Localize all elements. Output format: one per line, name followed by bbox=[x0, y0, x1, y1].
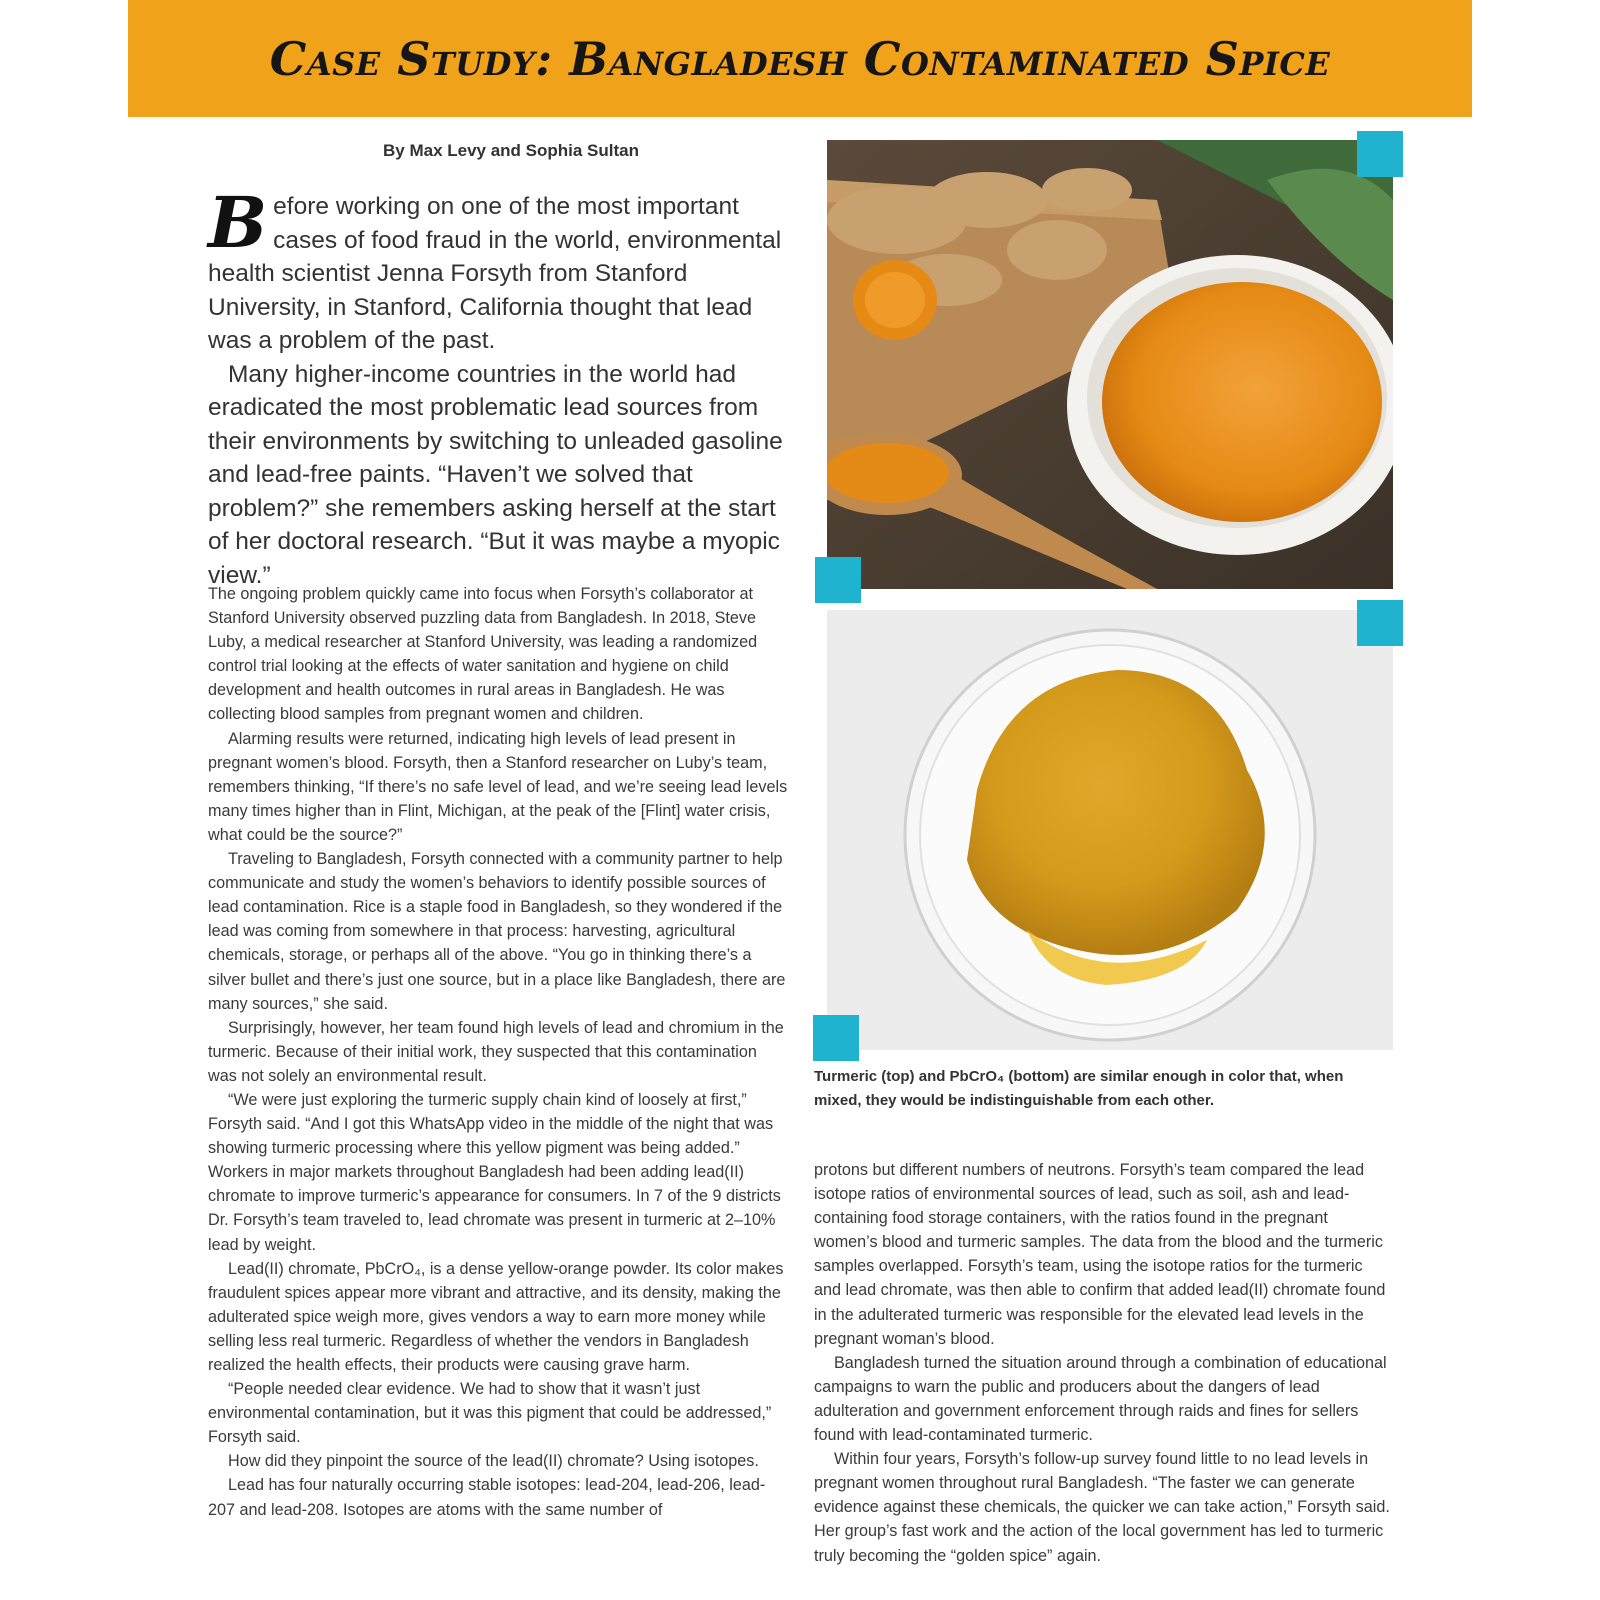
body-paragraph: The ongoing problem quickly came into focus when Forsyth’s collaborator at Stanford University observed puzzling data from Bangladesh. In 2018, Steve Luby, a medical researcher at Stanford University, was leading a randomized control trial looking at the effects of water sanitation and hygiene on child development and health outcomes in rural areas in Bangladesh. He was collecting blood samples from pregnant women and children. bbox=[208, 585, 758, 724]
accent-tab bbox=[1357, 600, 1403, 646]
body-paragraph: “People needed clear evidence. We had to show that it wasn’t just environmental contamination, but it was this pigment that could be addressed,” Forsyth said. bbox=[208, 1380, 772, 1447]
body-paragraph: Lead has four naturally occurring stable isotopes: lead-204, lead-206, lead-207 and lead-208. Isotopes are atoms with the same number of bbox=[208, 1476, 766, 1519]
byline: By Max Levy and Sophia Sultan bbox=[383, 141, 640, 160]
turmeric-illustration bbox=[827, 140, 1393, 589]
body-paragraph: Traveling to Bangladesh, Forsyth connected with a community partner to help communicate and study the women’s behaviors to identify possible sources of lead contamination. Rice is a staple food in Bangladesh, so they wondered if the lead was coming from somewhere in that process: harvesting, agricultural chemicals, storage, or perhaps all of the above. “You go in thinking there’s a silver bullet and there’s just one source, but in a place like Bangladesh, there are many sources,” she said. bbox=[208, 850, 786, 1013]
accent-tab bbox=[1357, 131, 1403, 177]
body-paragraph: Bangladesh turned the situation around through a combination of educational campaigns to warn the public and producers about the dangers of lead adulteration and government enforcement through raids and fines for sellers found with lead-contaminated turmeric. bbox=[814, 1353, 1387, 1445]
body-paragraph: Surprisingly, however, her team found high levels of lead and chromium in the turmeric. Because of their initial work, they suspected that this contamination was not solely an environmental result. bbox=[208, 1018, 784, 1085]
body-paragraph: How did they pinpoint the source of the lead(II) chromate? Using isotopes. bbox=[228, 1452, 759, 1471]
lead-paragraphs bbox=[208, 181, 788, 592]
body-column-right bbox=[814, 1158, 1394, 1568]
lead-chromate-illustration bbox=[827, 610, 1393, 1050]
lead-chromate-photo bbox=[827, 610, 1393, 1050]
title-banner bbox=[128, 0, 1472, 117]
accent-tab bbox=[813, 1015, 859, 1061]
body-paragraph: protons but different numbers of neutrons. Forsyth’s team compared the lead isotope ratios of environmental sources of lead, such as soil, ash and lead-containing food storage containers, with the ratios found in the pregnant women’s blood and turmeric samples. The data from the blood and the turmeric samples overlapped. Forsyth’s team, using the isotope ratios for the turmeric and lead chromate, was then able to confirm that added lead(II) chromate found in the adulterated turmeric was responsible for the elevated lead levels in the pregnant woman’s blood. bbox=[814, 1161, 1386, 1348]
body-paragraph: Lead(II) chromate, PbCrO₄, is a dense yellow-orange powder. Its color makes fraudulent spices appear more vibrant and attractive, and its density, making the adulterated spice weigh more, gives vendors a way to earn more money while selling less real turmeric. Regardless of whether the vendors in Bangladesh realized the health effects, their products were causing grave harm. bbox=[208, 1259, 784, 1374]
body-paragraph: Within four years, Forsyth’s follow-up survey found little to no lead levels in pregnant women throughout rural Bangladesh. “The faster we can generate evidence against these chemicals, the quicker we can take action,” Forsyth said. Her group’s fast work and the action of the local government has led to turmeric truly becoming the “golden spice” again. bbox=[814, 1450, 1390, 1565]
accent-tab bbox=[815, 557, 861, 603]
body-paragraph: Alarming results were returned, indicating high levels of lead present in pregnant women’s blood. Forsyth, then a Stanford researcher on Luby’s team, remembers thinking, “If there’s no safe level of lead, and we’re seeing lead levels many times higher than in Flint, Michigan, at the peak of the [Flint] water crisis, what could be the source?” bbox=[208, 729, 788, 844]
body-column-left bbox=[208, 582, 788, 1522]
page-title: Case Study: Bangladesh Contaminated Spice bbox=[269, 31, 1331, 86]
lead-paragraph-2: Many higher-income countries in the world had eradicated the most problematic lead sources from their environments by switching to unleaded gasoline and lead-free paints. “Haven’t we solved that problem?” she remembers asking herself at the start of her doctoral research. “But it was maybe a myopic view.” bbox=[208, 360, 783, 589]
turmeric-photo bbox=[827, 140, 1393, 589]
drop-cap: B bbox=[208, 181, 268, 264]
body-paragraph: “We were just exploring the turmeric supply chain kind of loosely at first,” Forsyth said. “And I got this WhatsApp video in the middle of the night that was showing turmeric processing where this yellow pigment was being added.” Workers in major markets throughout Bangladesh had been adding lead(II) chromate to improve turmeric’s appearance for consumers. In 7 of the 9 districts Dr. Forsyth’s team traveled to, lead chromate was present in turmeric at 2–10% lead by weight. bbox=[208, 1090, 781, 1254]
lead-text-1: efore working on one of the most important cases of food fraud in the world, environmental health scientist Jenna Forsyth from Stanford University, in Stanford, California thought that lead was a problem of the past. bbox=[208, 193, 782, 354]
photo-caption: Turmeric (top) and PbCrO₄ (bottom) are similar enough in color that, when mixed, they would be indistinguishable from each other. bbox=[814, 1068, 1344, 1109]
lead-paragraph-1 bbox=[208, 181, 788, 358]
